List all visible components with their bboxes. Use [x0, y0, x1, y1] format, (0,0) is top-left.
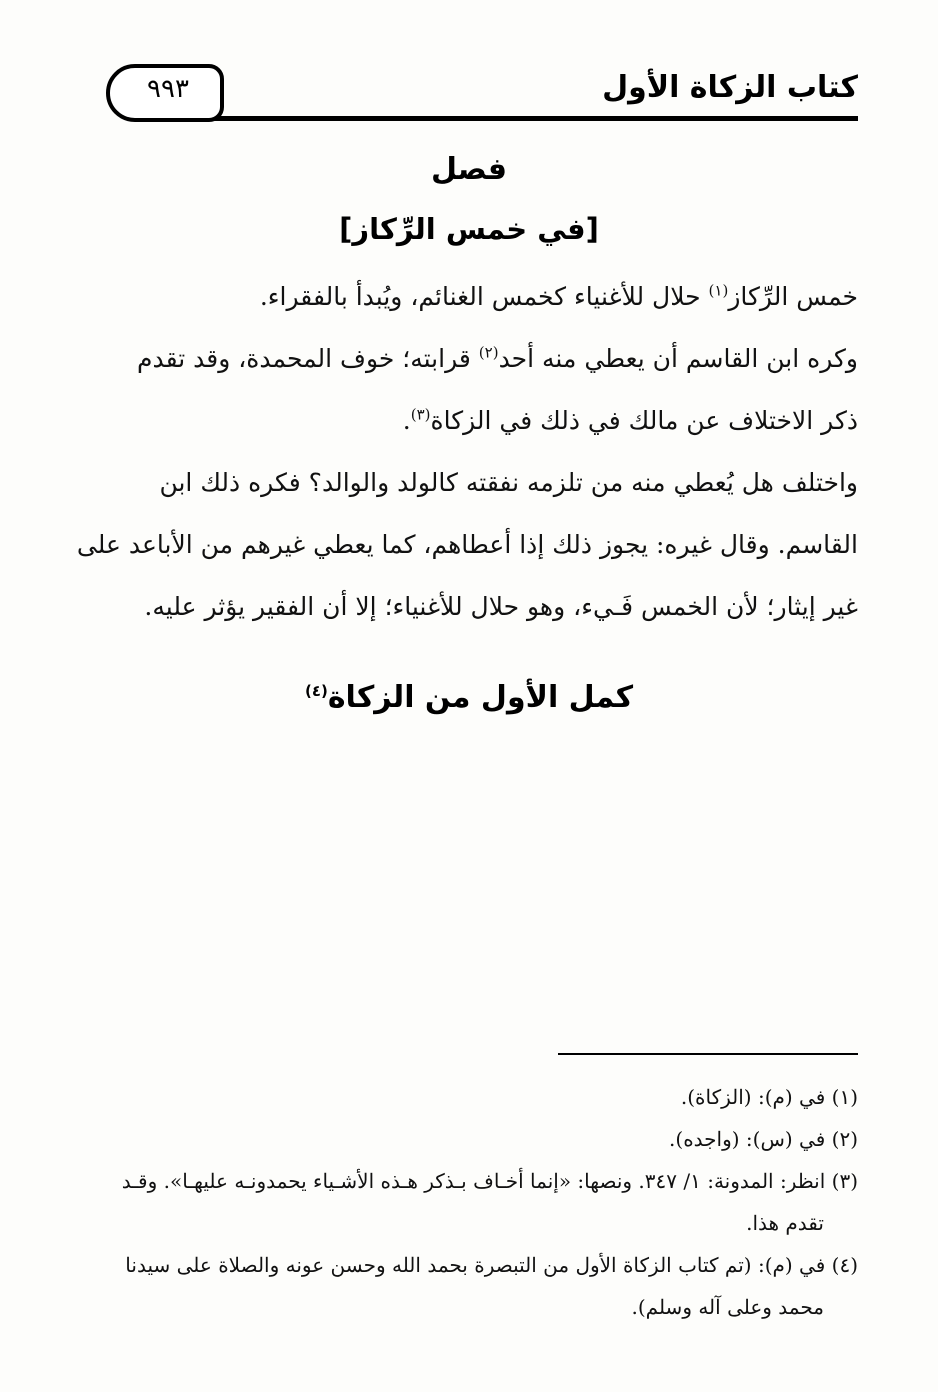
footnote-4-line-2: محمد وعلى آله وسلم). [631, 1295, 824, 1319]
footnote-3-line-1: (٣) انظر: المدونة: ١/ ٣٤٧. ونصها: «إنما أخـاف بـذكر هـذه الأشـياء يحمدونـه عليهـا». وقـد [121, 1169, 858, 1193]
closing-heading [0, 680, 938, 715]
text-run: قرابته؛ خوف المحمدة، وقد تقدم [136, 344, 479, 373]
text-run: . [402, 406, 411, 435]
text-run: وكره ابن القاسم أن يعطي منه أحد [498, 344, 858, 373]
footnote-4-line-1: (٤) في (م): (تم كتاب الزكاة الأول من التبصرة بحمد الله وحسن عونه والصلاة على سيدنا [125, 1253, 858, 1277]
footnote-ref-3: (٣) [410, 405, 431, 424]
paragraph-1 [260, 266, 858, 328]
paragraph-3-line-2: القاسم. وقال غيره: يجوز ذلك إذا أعطاهم، كما يعطي غيرهم من الأباعد على [76, 530, 858, 559]
closing-text: كمل الأول من الزكاة [327, 680, 634, 715]
text-run: ذكر الاختلاف عن مالك في ذلك في الزكاة [430, 406, 858, 435]
text-run: خمس الرِّكاز [728, 282, 858, 311]
paragraph-2-line-2 [137, 390, 858, 452]
footnote-1: (١) في (م): (الزكاة). [680, 1085, 858, 1109]
footnote-ref-1: (١) [708, 281, 729, 300]
footnotes [122, 1076, 858, 1328]
paragraph-3 [77, 452, 858, 638]
paragraph-2-line-1 [137, 328, 858, 390]
paragraph-3-line-3: غير إيثار؛ لأن الخمس فَـيء، وهو حلال للأغنياء؛ إلا أن الفقير يؤثر عليه. [144, 592, 858, 621]
paragraph-2 [137, 328, 858, 452]
section-subtitle: [في خمس الرِّكاز] [339, 212, 599, 246]
paragraph-3-line-1: واختلف هل يُعطي منه من تلزمه نفقته كالولد والوالد؟ فكره ذلك ابن [159, 468, 858, 497]
footnote-2: (٢) في (س): (واجده). [669, 1127, 858, 1151]
footnote-ref-4: (٤) [304, 682, 328, 700]
running-header-title: كتاب الزكاة الأول [602, 70, 858, 105]
text-run: حلال للأغنياء كخمس الغنائم، ويُبدأ بالفقراء. [259, 282, 709, 311]
footnote-ref-2: (٢) [478, 343, 499, 362]
footnote-3-line-2: تقدم هذا. [746, 1211, 824, 1235]
page-number: ٩٩٣ [147, 74, 189, 104]
footnote-separator [558, 1053, 858, 1055]
header-rule [210, 116, 858, 121]
section-title: فصل [431, 152, 507, 187]
paragraph-1-line-1 [260, 266, 858, 328]
